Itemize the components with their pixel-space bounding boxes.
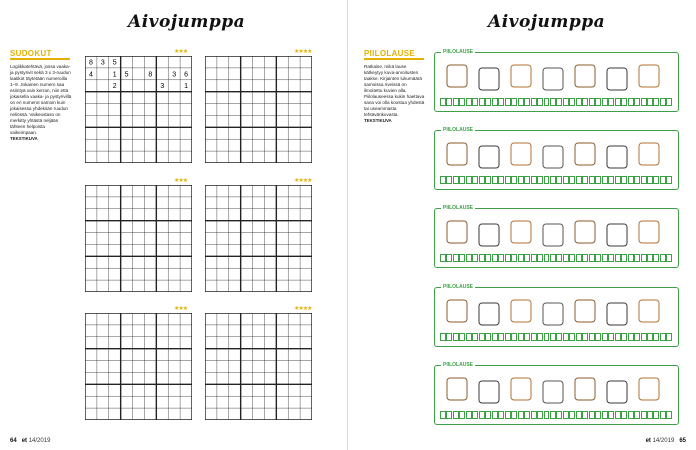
answer-box[interactable] <box>518 411 524 419</box>
answer-box[interactable] <box>537 176 543 184</box>
rebus-puzzle <box>434 284 679 347</box>
answer-box[interactable] <box>615 176 621 184</box>
answer-box[interactable] <box>615 254 621 262</box>
answer-box[interactable] <box>641 333 647 341</box>
rebus-picture <box>575 143 595 165</box>
answer-box[interactable] <box>556 254 562 262</box>
page-title-left: Aivojumppa <box>128 12 246 32</box>
answer-box[interactable] <box>479 411 485 419</box>
answer-box[interactable] <box>466 411 472 419</box>
answer-box[interactable] <box>615 411 621 419</box>
sudoku-given-digit: 3 <box>100 59 105 67</box>
rebus-picture <box>543 68 563 90</box>
rebus-picture <box>607 68 627 90</box>
answer-box[interactable] <box>569 98 575 106</box>
answer-box[interactable] <box>628 176 634 184</box>
answer-box[interactable] <box>660 254 666 262</box>
answer-box[interactable] <box>634 98 640 106</box>
answer-box[interactable] <box>576 254 582 262</box>
answer-box[interactable] <box>569 411 575 419</box>
sudoku-given-digit: 1 <box>184 83 189 91</box>
answer-box[interactable] <box>634 411 640 419</box>
answer-box[interactable] <box>666 254 672 262</box>
answer-box[interactable] <box>660 176 666 184</box>
rebus-picture <box>639 221 659 243</box>
rebus-picture <box>447 65 467 87</box>
rebus-picture <box>447 378 467 400</box>
rebus-instructions-text: Ratkaise, mikä lause kätkeytyy kuva-arvoitusten taakse. Kirjainten lukumäärä samoissa riveissä on ilmoitettu kuvien alla. Piilolauseessa kukin haettava sana voi olla koostua yhdestä tai useammasta tehtävänkuvasta. <box>364 64 425 117</box>
answer-box[interactable] <box>485 333 491 341</box>
rebus-picture <box>511 143 531 165</box>
difficulty-stars: ★★★★ <box>294 49 312 55</box>
answer-boxes[interactable] <box>440 411 673 419</box>
answer-box[interactable] <box>634 333 640 341</box>
answer-box[interactable] <box>446 411 452 419</box>
sudoku-credit: TEKSTIKUVA <box>10 136 38 141</box>
answer-box[interactable] <box>537 98 543 106</box>
sudoku-grid[interactable] <box>205 185 312 292</box>
answer-box[interactable] <box>544 98 550 106</box>
answer-box[interactable] <box>492 176 498 184</box>
rebus-pictures <box>441 294 672 334</box>
rebus-label: PIILOLAUSE <box>443 205 474 211</box>
answer-box[interactable] <box>531 333 537 341</box>
answer-box[interactable] <box>518 254 524 262</box>
answer-box[interactable] <box>621 98 627 106</box>
sudoku-given-digit: 8 <box>88 59 93 67</box>
answer-box[interactable] <box>505 98 511 106</box>
answer-box[interactable] <box>608 98 614 106</box>
answer-box[interactable] <box>647 176 653 184</box>
folio-mag-left: et <box>21 438 28 444</box>
answer-box[interactable] <box>550 411 556 419</box>
folio-left <box>10 438 50 444</box>
sudoku-given-digit: 6 <box>184 71 189 79</box>
answer-box[interactable] <box>453 333 459 341</box>
rebus-illustration <box>441 59 674 99</box>
answer-box[interactable] <box>666 411 672 419</box>
answer-box[interactable] <box>569 333 575 341</box>
rebus-picture <box>479 303 499 325</box>
answer-box[interactable] <box>576 333 582 341</box>
answer-box[interactable] <box>556 176 562 184</box>
rebus-picture <box>575 65 595 87</box>
answer-box[interactable] <box>524 176 530 184</box>
answer-box[interactable] <box>628 411 634 419</box>
sudoku-grid[interactable] <box>205 56 312 163</box>
answer-box[interactable] <box>446 98 452 106</box>
rebus-picture <box>447 300 467 322</box>
rebus-puzzle <box>434 362 679 425</box>
answer-box[interactable] <box>544 254 550 262</box>
answer-box[interactable] <box>621 176 627 184</box>
folio-issue-right: 14/2019 <box>652 438 675 444</box>
answer-box[interactable] <box>582 411 588 419</box>
answer-box[interactable] <box>628 254 634 262</box>
answer-box[interactable] <box>582 176 588 184</box>
answer-box[interactable] <box>576 411 582 419</box>
rebus-picture <box>639 65 659 87</box>
answer-box[interactable] <box>498 333 504 341</box>
difficulty-stars: ★★★★ <box>294 178 312 184</box>
rebus-picture <box>607 303 627 325</box>
answer-box[interactable] <box>518 176 524 184</box>
answer-box[interactable] <box>660 98 666 106</box>
answer-box[interactable] <box>628 333 634 341</box>
answer-box[interactable] <box>479 333 485 341</box>
rebus-picture <box>511 65 531 87</box>
answer-box[interactable] <box>505 176 511 184</box>
answer-box[interactable] <box>524 411 530 419</box>
rebus-label: PIILOLAUSE <box>443 362 474 368</box>
sudoku-grid[interactable] <box>85 313 192 420</box>
answer-box[interactable] <box>595 98 601 106</box>
answer-box[interactable] <box>446 254 452 262</box>
rebus-picture <box>447 221 467 243</box>
answer-box[interactable] <box>440 333 446 341</box>
sudoku-given-digit: 1 <box>112 71 117 79</box>
answer-box[interactable] <box>440 98 446 106</box>
rebus-heading: PIILOLAUSE <box>364 49 416 58</box>
answer-box[interactable] <box>544 176 550 184</box>
sudoku-grid[interactable] <box>85 185 192 292</box>
rebus-picture <box>607 146 627 168</box>
answer-box[interactable] <box>595 333 601 341</box>
answer-box[interactable] <box>595 411 601 419</box>
answer-box[interactable] <box>582 98 588 106</box>
answer-box[interactable] <box>459 411 465 419</box>
answer-box[interactable] <box>485 411 491 419</box>
answer-box[interactable] <box>518 333 524 341</box>
rebus-instructions <box>364 64 426 124</box>
answer-box[interactable] <box>608 411 614 419</box>
sudoku-given-digit: 8 <box>148 71 153 79</box>
rebus-illustration <box>441 215 674 255</box>
answer-box[interactable] <box>498 98 504 106</box>
sudoku-instructions <box>10 64 72 142</box>
rebus-picture <box>575 300 595 322</box>
answer-box[interactable] <box>492 333 498 341</box>
rebus-puzzle <box>434 49 679 112</box>
answer-box[interactable] <box>582 333 588 341</box>
answer-box[interactable] <box>531 411 537 419</box>
answer-box[interactable] <box>485 98 491 106</box>
answer-box[interactable] <box>466 176 472 184</box>
rebus-illustration <box>441 372 674 412</box>
answer-box[interactable] <box>466 254 472 262</box>
answer-box[interactable] <box>524 254 530 262</box>
answer-box[interactable] <box>608 254 614 262</box>
rebus-credit: TEKSTIKUVA <box>364 118 392 123</box>
answer-box[interactable] <box>556 98 562 106</box>
answer-box[interactable] <box>641 254 647 262</box>
answer-box[interactable] <box>653 411 659 419</box>
answer-box[interactable] <box>563 333 569 341</box>
answer-box[interactable] <box>589 411 595 419</box>
rebus-picture <box>543 381 563 403</box>
sudoku-given-digit: 2 <box>112 83 117 91</box>
answer-box[interactable] <box>511 333 517 341</box>
answer-box[interactable] <box>446 333 452 341</box>
answer-box[interactable] <box>472 333 478 341</box>
answer-box[interactable] <box>511 254 517 262</box>
rebus-picture <box>575 221 595 243</box>
answer-box[interactable] <box>569 176 575 184</box>
answer-box[interactable] <box>602 254 608 262</box>
answer-box[interactable] <box>666 176 672 184</box>
sudoku-given-digit: 4 <box>88 71 93 79</box>
answer-box[interactable] <box>615 333 621 341</box>
answer-box[interactable] <box>518 98 524 106</box>
answer-box[interactable] <box>595 176 601 184</box>
answer-box[interactable] <box>440 176 446 184</box>
sudoku-heading-bar <box>10 58 70 60</box>
answer-box[interactable] <box>563 254 569 262</box>
answer-box[interactable] <box>641 98 647 106</box>
answer-box[interactable] <box>602 333 608 341</box>
rebus-pictures <box>441 59 672 99</box>
answer-box[interactable] <box>653 98 659 106</box>
sudoku-grid[interactable] <box>205 313 312 420</box>
answer-box[interactable] <box>472 411 478 419</box>
rebus-pictures <box>441 137 672 177</box>
answer-box[interactable] <box>492 254 498 262</box>
answer-box[interactable] <box>544 411 550 419</box>
answer-box[interactable] <box>453 98 459 106</box>
answer-box[interactable] <box>660 333 666 341</box>
rebus-picture <box>479 68 499 90</box>
answer-box[interactable] <box>589 98 595 106</box>
answer-box[interactable] <box>647 98 653 106</box>
answer-boxes[interactable] <box>440 254 673 262</box>
answer-box[interactable] <box>498 411 504 419</box>
answer-box[interactable] <box>537 411 543 419</box>
answer-box[interactable] <box>505 333 511 341</box>
answer-box[interactable] <box>569 254 575 262</box>
sudoku-given-digit: 3 <box>172 71 177 79</box>
sudoku-heading: SUDOKUT <box>10 49 52 58</box>
answer-box[interactable] <box>472 176 478 184</box>
answer-box[interactable] <box>479 176 485 184</box>
rebus-picture <box>607 381 627 403</box>
answer-box[interactable] <box>472 254 478 262</box>
answer-box[interactable] <box>641 411 647 419</box>
difficulty-stars: ★★★ <box>174 306 188 312</box>
answer-box[interactable] <box>647 411 653 419</box>
rebus-picture <box>543 303 563 325</box>
answer-box[interactable] <box>537 333 543 341</box>
answer-box[interactable] <box>511 176 517 184</box>
difficulty-stars: ★★★ <box>174 49 188 55</box>
answer-box[interactable] <box>563 411 569 419</box>
answer-box[interactable] <box>492 98 498 106</box>
rebus-label: PIILOLAUSE <box>443 284 474 290</box>
answer-box[interactable] <box>589 333 595 341</box>
answer-box[interactable] <box>653 333 659 341</box>
answer-box[interactable] <box>556 333 562 341</box>
folio-page-right: 65 <box>679 438 686 444</box>
answer-box[interactable] <box>621 254 627 262</box>
difficulty-stars: ★★★★ <box>294 306 312 312</box>
answer-box[interactable] <box>556 411 562 419</box>
answer-boxes[interactable] <box>440 333 673 341</box>
answer-box[interactable] <box>641 176 647 184</box>
page-title-right: Aivojumppa <box>488 12 606 32</box>
answer-box[interactable] <box>634 176 640 184</box>
answer-box[interactable] <box>537 254 543 262</box>
answer-box[interactable] <box>472 98 478 106</box>
rebus-picture <box>479 146 499 168</box>
answer-box[interactable] <box>446 176 452 184</box>
answer-box[interactable] <box>498 176 504 184</box>
answer-box[interactable] <box>628 98 634 106</box>
answer-box[interactable] <box>459 98 465 106</box>
answer-box[interactable] <box>550 333 556 341</box>
rebus-picture <box>511 221 531 243</box>
answer-box[interactable] <box>511 411 517 419</box>
rebus-illustration <box>441 294 674 334</box>
answer-box[interactable] <box>440 411 446 419</box>
answer-box[interactable] <box>602 411 608 419</box>
answer-box[interactable] <box>608 333 614 341</box>
answer-box[interactable] <box>576 176 582 184</box>
answer-box[interactable] <box>453 254 459 262</box>
rebus-puzzle <box>434 205 679 268</box>
answer-box[interactable] <box>634 254 640 262</box>
answer-box[interactable] <box>531 254 537 262</box>
answer-box[interactable] <box>524 98 530 106</box>
answer-box[interactable] <box>602 176 608 184</box>
rebus-picture <box>511 378 531 400</box>
answer-box[interactable] <box>459 333 465 341</box>
answer-box[interactable] <box>666 98 672 106</box>
answer-box[interactable] <box>660 411 666 419</box>
difficulty-stars: ★★★ <box>174 178 188 184</box>
rebus-picture <box>479 381 499 403</box>
answer-box[interactable] <box>647 333 653 341</box>
rebus-label: PIILOLAUSE <box>443 49 474 55</box>
folio-issue-left: 14/2019 <box>28 438 51 444</box>
answer-box[interactable] <box>550 254 556 262</box>
answer-box[interactable] <box>479 254 485 262</box>
answer-box[interactable] <box>453 411 459 419</box>
rebus-pictures <box>441 372 672 412</box>
rebus-picture <box>543 224 563 246</box>
answer-box[interactable] <box>589 176 595 184</box>
answer-boxes[interactable] <box>440 176 673 184</box>
sudoku-grid[interactable] <box>85 56 192 163</box>
answer-box[interactable] <box>666 333 672 341</box>
sudoku-instructions-text: Logiikkatehtävä, jossa vaaka- ja pystyrivit sekä 3 x 3-ruudun laatikot täytetään numeroilla 1–9. Jokainen numero saa esiintyä vain kerran, niin että jokaisella vaaka- ja pystyrivillä on eri numerot samoin kuin jokaisessa yhdeksän ruudun neliössä. Vaikeustaso on merkitty yhtästä neljään tähteen helpoista vaikeimpaan. <box>10 64 72 135</box>
folio-mag-right: et <box>645 438 651 444</box>
answer-box[interactable] <box>531 98 537 106</box>
answer-box[interactable] <box>602 98 608 106</box>
answer-box[interactable] <box>511 98 517 106</box>
answer-box[interactable] <box>563 176 569 184</box>
rebus-illustration <box>441 137 674 177</box>
answer-box[interactable] <box>479 98 485 106</box>
right-page <box>348 0 696 450</box>
folio-right <box>646 438 686 444</box>
answer-box[interactable] <box>653 254 659 262</box>
answer-box[interactable] <box>550 98 556 106</box>
rebus-picture <box>639 143 659 165</box>
rebus-heading-bar <box>364 58 424 60</box>
answer-box[interactable] <box>485 254 491 262</box>
answer-box[interactable] <box>647 254 653 262</box>
rebus-picture <box>511 300 531 322</box>
sudoku-given-digit: 3 <box>160 83 165 91</box>
answer-box[interactable] <box>459 176 465 184</box>
answer-box[interactable] <box>621 333 627 341</box>
answer-box[interactable] <box>453 176 459 184</box>
rebus-picture <box>607 224 627 246</box>
sudoku-given-digit: 5 <box>112 59 117 67</box>
answer-box[interactable] <box>550 176 556 184</box>
answer-box[interactable] <box>621 411 627 419</box>
rebus-picture <box>639 378 659 400</box>
answer-box[interactable] <box>589 254 595 262</box>
rebus-picture <box>543 146 563 168</box>
sudoku-given-digit: 5 <box>124 71 129 79</box>
answer-box[interactable] <box>524 333 530 341</box>
answer-box[interactable] <box>505 411 511 419</box>
answer-boxes[interactable] <box>440 98 673 106</box>
answer-box[interactable] <box>544 333 550 341</box>
answer-box[interactable] <box>459 254 465 262</box>
rebus-label: PIILOLAUSE <box>443 127 474 133</box>
answer-box[interactable] <box>615 98 621 106</box>
answer-box[interactable] <box>531 176 537 184</box>
answer-box[interactable] <box>492 411 498 419</box>
answer-box[interactable] <box>505 254 511 262</box>
rebus-picture <box>575 378 595 400</box>
answer-box[interactable] <box>485 176 491 184</box>
folio-page-left: 64 <box>10 438 17 444</box>
answer-box[interactable] <box>440 254 446 262</box>
answer-box[interactable] <box>563 98 569 106</box>
answer-box[interactable] <box>595 254 601 262</box>
rebus-pictures <box>441 215 672 255</box>
rebus-puzzle <box>434 127 679 190</box>
answer-box[interactable] <box>498 254 504 262</box>
answer-box[interactable] <box>466 98 472 106</box>
rebus-picture <box>479 224 499 246</box>
answer-box[interactable] <box>608 176 614 184</box>
answer-box[interactable] <box>466 333 472 341</box>
rebus-picture <box>447 143 467 165</box>
answer-box[interactable] <box>653 176 659 184</box>
answer-box[interactable] <box>576 98 582 106</box>
answer-box[interactable] <box>582 254 588 262</box>
rebus-picture <box>639 300 659 322</box>
